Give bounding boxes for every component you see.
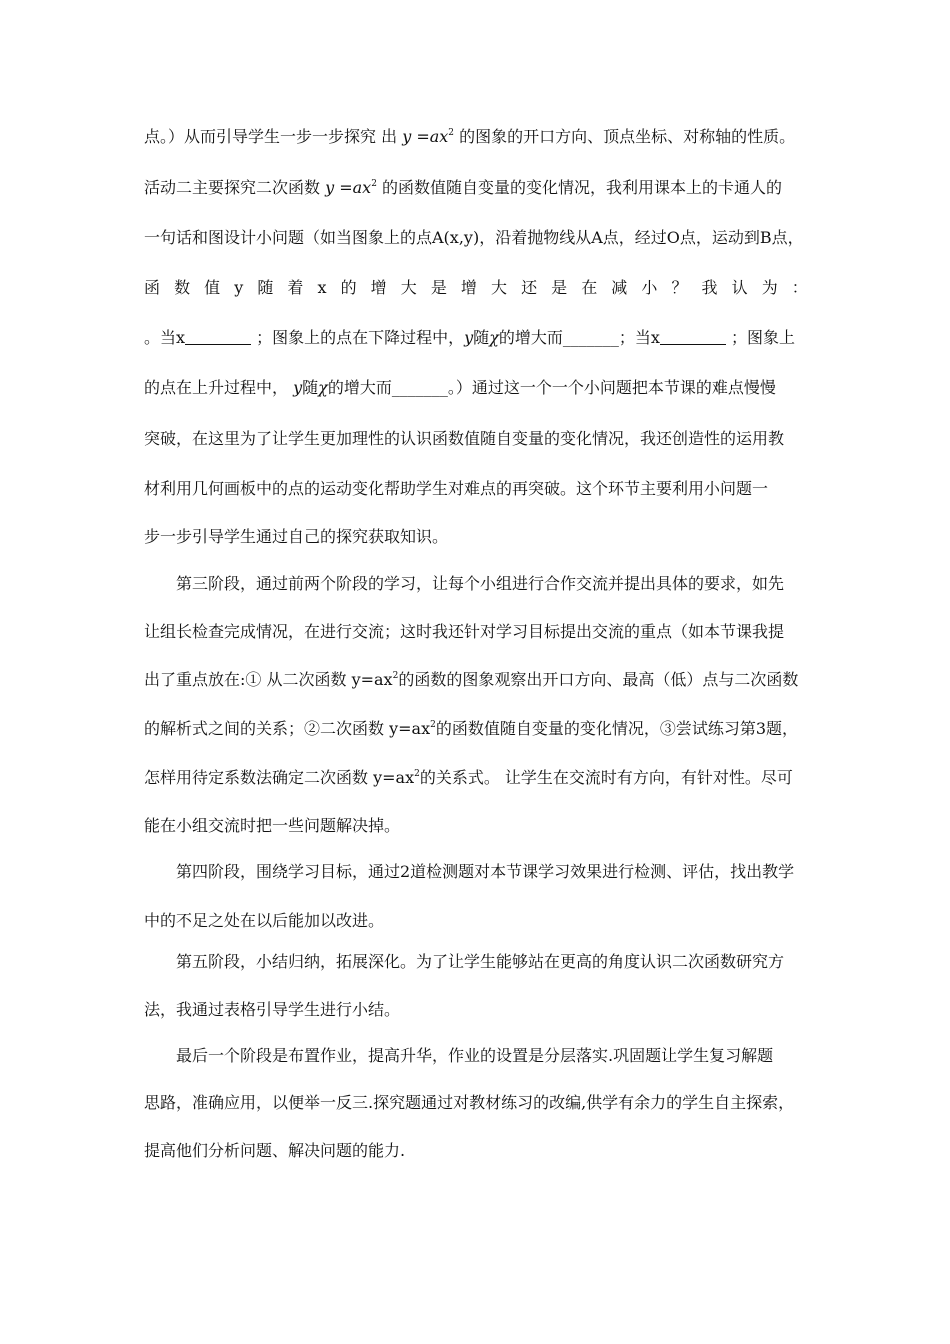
text-line-7: 突破，在这里为了让学生更加理性的认识函数值随自变量的变化情况，我还创造性的运用教 xyxy=(144,429,785,448)
text-line-17: 中的不足之处在以后能加以改进。 xyxy=(144,911,385,930)
math-expression: y =ax xyxy=(325,178,372,197)
justified-char: 的 xyxy=(340,278,357,297)
justified-char: 还 xyxy=(521,278,538,297)
math-exponent: 2 xyxy=(392,671,399,681)
justified-char: 是 xyxy=(430,278,447,297)
justified-char: 增 xyxy=(370,278,387,297)
text-segment: 的增大而_______；当x xyxy=(498,328,660,347)
text-segment: 的函数值随自变量的变化情况，③尝试练习第3题， xyxy=(435,719,799,738)
justified-char: ： xyxy=(791,278,808,297)
text-segment: 随 xyxy=(302,378,319,397)
text-line-13 xyxy=(144,718,808,740)
justified-char: x xyxy=(317,278,327,297)
justified-char: 我 xyxy=(701,278,718,297)
justified-char: 减 xyxy=(611,278,628,297)
text-segment: 的增大而_______。）通过这一个一个小问题把本节课的难点慢慢 xyxy=(327,378,776,397)
text-segment: 的关系式。 让学生在交流时有方向，有针对性。尽可 xyxy=(419,768,793,787)
math-expression: y =ax xyxy=(402,127,449,146)
text-segment: 的解析式之间的关系；②二次函数 y=ax xyxy=(144,719,431,738)
text-line-3: 一句话和图设计小问题（如当图象上的点A(x,y)，沿着抛物线从A点，经过O点，运动到B点， xyxy=(144,228,804,247)
text-line-15: 能在小组交流时把一些问题解决掉。 xyxy=(144,816,401,835)
text-line-4-justified xyxy=(144,277,808,299)
justified-char: 大 xyxy=(490,278,507,297)
text-segment: 随 xyxy=(473,328,490,347)
justified-char: 随 xyxy=(257,278,274,297)
text-line-14 xyxy=(144,767,808,789)
justified-char: 大 xyxy=(400,278,417,297)
math-exponent: 2 xyxy=(430,720,436,730)
text-segment: 的函数的图象观察出开口方向、最高（低）点与二次函数 xyxy=(398,670,799,689)
justified-char: 是 xyxy=(551,278,568,297)
justified-char: 在 xyxy=(581,278,598,297)
text-segment: 的函数值随自变量的变化情况，我利用课本上的卡通人的 xyxy=(376,178,783,197)
justified-char: 为 xyxy=(761,278,778,297)
text-segment: 活动二主要探究二次函数 xyxy=(144,178,326,197)
text-line-6 xyxy=(144,377,808,399)
fill-in-blank xyxy=(660,328,726,345)
math-exponent: 2 xyxy=(414,769,420,779)
math-variable: χ xyxy=(489,328,499,347)
text-segment: 出了重点放在:① 从二次函数 y=ax xyxy=(144,670,393,689)
math-variable: y xyxy=(293,378,303,397)
text-line-22: 提高他们分析问题、解决问题的能力. xyxy=(144,1141,406,1160)
text-segment: 怎样用待定系数法确定二次函数 y=ax xyxy=(144,768,415,787)
justified-char: 小 xyxy=(641,278,658,297)
text-line-19: 法，我通过表格引导学生进行小结。 xyxy=(144,1000,401,1019)
justified-char: 认 xyxy=(731,278,748,297)
fill-in-blank xyxy=(185,328,251,345)
justified-char: ？ xyxy=(671,278,688,297)
justified-char: 增 xyxy=(460,278,477,297)
text-line-16: 第四阶段，围绕学习目标，通过2道检测题对本节课学习效果进行检测、评估，找出教学 xyxy=(176,862,795,881)
text-line-11: 让组长检查完成情况，在进行交流；这时我还针对学习目标提出交流的重点（如本节课我提 xyxy=(144,622,785,641)
text-line-1 xyxy=(144,126,808,148)
text-line-18: 第五阶段，小结归纳，拓展深化。为了让学生能够站在更高的角度认识二次函数研究方 xyxy=(176,952,785,971)
text-line-10: 第三阶段，通过前两个阶段的学习，让每个小组进行合作交流并提出具体的要求，如先 xyxy=(176,574,785,593)
text-line-9: 步一步引导学生通过自己的探究获取知识。 xyxy=(144,527,449,546)
text-line-20: 最后一个阶段是布置作业，提高升华，作业的设置是分层落实.巩固题让学生复习解题 xyxy=(176,1046,774,1065)
text-line-2 xyxy=(144,177,808,199)
math-exponent: 2 xyxy=(371,179,377,189)
text-segment: 。当x xyxy=(144,328,186,347)
text-segment: 点。）从而引导学生一步一步探究 出 xyxy=(144,127,403,146)
text-segment: ；图象上的点在下降过程中， xyxy=(251,328,465,347)
math-variable: y xyxy=(464,328,474,347)
text-line-5 xyxy=(144,327,808,349)
text-line-12 xyxy=(144,669,808,691)
justified-char: 值 xyxy=(204,278,221,297)
justified-char: 着 xyxy=(287,278,304,297)
text-line-21: 思路，准确应用，以便举一反三.探究题通过对教材练习的改编,供学有余力的学生自主探索， xyxy=(144,1093,795,1112)
justified-char: 函 xyxy=(144,278,161,297)
text-line-8: 材利用几何画板中的点的运动变化帮助学生对难点的再突破。这个环节主要利用小问题一 xyxy=(144,479,769,498)
justified-char: 数 xyxy=(174,278,191,297)
text-segment: 的图象的开口方向、顶点坐标、对称轴的性质。 xyxy=(454,127,796,146)
justified-char: y xyxy=(234,278,244,297)
math-exponent: 2 xyxy=(448,128,455,138)
text-segment: 的点在上升过程中， xyxy=(144,378,294,397)
math-variable: χ xyxy=(318,378,328,397)
text-segment: ；图象上 xyxy=(725,328,796,347)
